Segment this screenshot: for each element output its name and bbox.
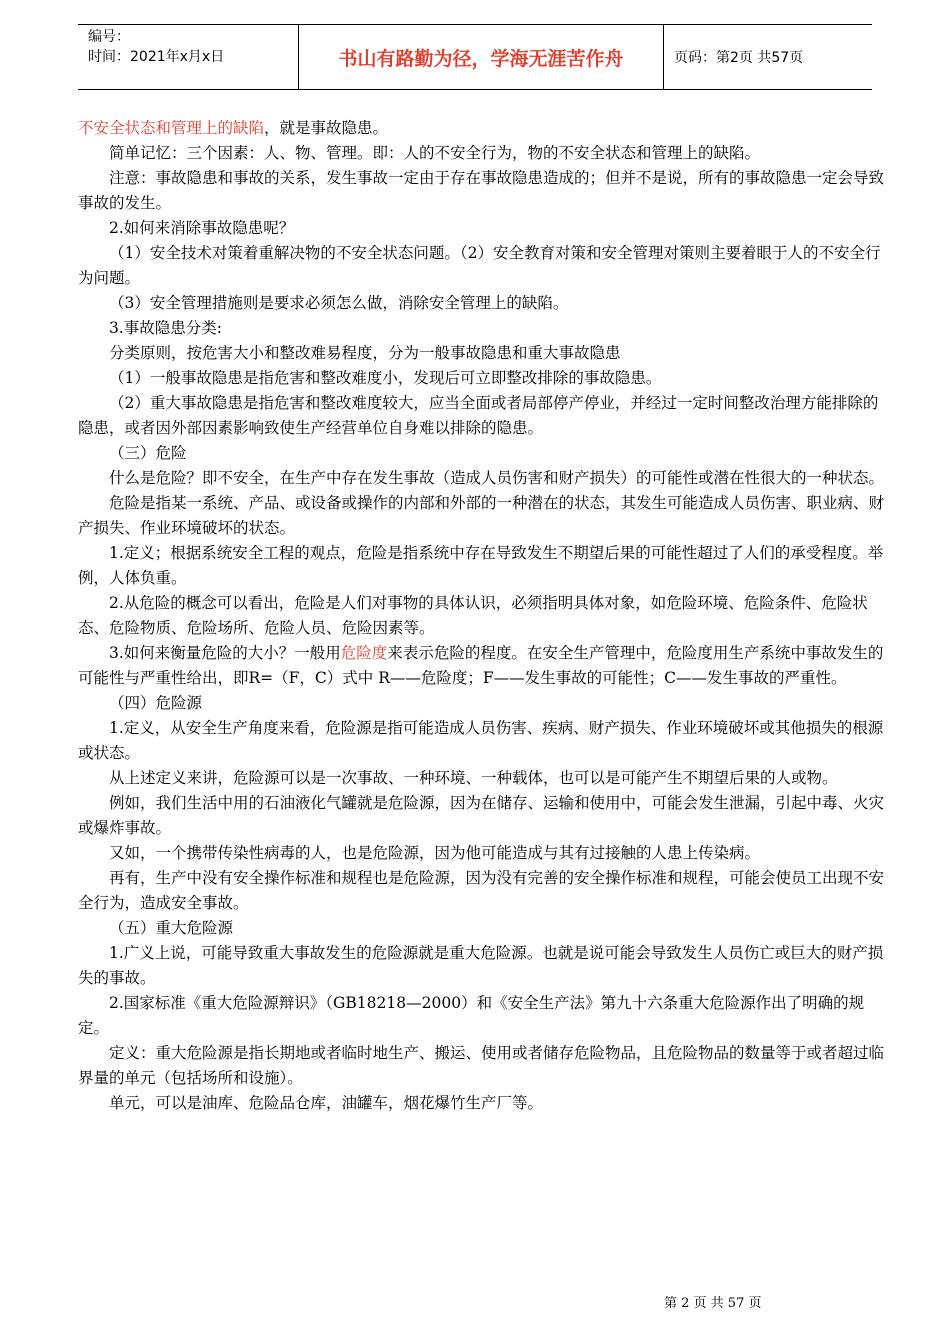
paragraph: 注意：事故隐患和事故的关系，发生事故一定由于存在事故隐患造成的；但并不是说，所有的事故隐患一定会导致事故的发生。 [78, 169, 885, 212]
highlighted-text: 不安全状态和管理上的缺陷 [78, 119, 265, 137]
paragraph: 又如，一个携带传染性病毒的人，也是危险源，因为他可能造成与其有过接触的人患上传染病。 [109, 844, 761, 862]
paragraph: 危险是指某一系统、产品、或设备或操作的内部和外部的一种潜在的状态，其发生可能造成人员伤害、职业病、财产损失、作业环境破坏的状态。 [78, 494, 885, 537]
paragraph: （1）安全技术对策着重解决物的不安全状态问题。（2）安全教育对策和安全管理对策则主要着眼于人的不安全行为问题。 [78, 244, 881, 287]
paragraph-text: ，就是事故隐患。 [264, 119, 389, 137]
paragraph [78, 116, 884, 141]
paragraph: 例如，我们生活中用的石油液化气罐就是危险源，因为在储存、运输和使用中，可能会发生泄漏，引起中毒、火灾或爆炸事故。 [78, 794, 885, 837]
page-header [78, 24, 872, 90]
paragraph: 定义：重大危险源是指长期地或者临时地生产、搬运、使用或者储存危险物品，且危险物品的数量等于或者超过临界量的单元（包括场所和设施）。 [78, 1044, 885, 1087]
highlighted-text: 危险度 [340, 644, 388, 662]
document-time: 时间：2021年x月x日 [88, 49, 225, 65]
paragraph: 分类原则，按危害大小和整改难易程度，分为一般事故隐患和重大事故隐患 [109, 344, 621, 362]
header-meta [78, 25, 299, 89]
section-heading: （三）危险 [109, 444, 187, 462]
paragraph: 2.从危险的概念可以看出，危险是人们对事物的具体认识，必须指明具体对象，如危险环境、危险条件、危险状态、危险物质、危险场所、危险人员、危险因素等。 [78, 594, 868, 637]
paragraph: 单元，可以是油库、危险品仓库，油罐车，烟花爆竹生产厂等。 [109, 1094, 544, 1112]
paragraph: 简单记忆：三个因素：人、物、管理。即：人的不安全行为，物的不安全状态和管理上的缺陷。 [109, 144, 761, 162]
paragraph: 从上述定义来讲，危险源可以是一次事故、一种环境、一种载体，也可以是可能产生不期望后果的人或物。 [109, 769, 838, 787]
paragraph: 3.事故隐患分类: [109, 319, 223, 337]
paragraph: 什么是危险？即不安全，在生产中存在发生事故（造成人员伤害和财产损失）的可能性或潜在性很大的一种状态。 [109, 469, 885, 487]
section-heading: （五）重大危险源 [109, 919, 234, 937]
paragraph: 1.定义；根据系统安全工程的观点，危险是指系统中存在导致发生不期望后果的可能性超过了人们的承受程度。举例，人体负重。 [78, 544, 884, 587]
paragraph: 2.如何来消除事故隐患呢？ [109, 219, 295, 237]
paragraph: （2）重大事故隐患是指危害和整改难度较大，应当全面或者局部停产停业，并经过一定时间整改治理方能排除的隐患，或者因外部因素影响致使生产经营单位自身难以排除的隐患。 [78, 394, 879, 437]
paragraph: 再有，生产中没有安全操作标准和规程也是危险源，因为没有完善的安全操作标准和规程，可能会使员工出现不安全行为，造成安全事故。 [78, 869, 885, 912]
paragraph: 1.广义上说，可能导致重大事故发生的危险源就是重大危险源。也就是说可能会导致发生人员伤亡或巨大的财产损失的事故。 [78, 944, 884, 987]
header-motto: 书山有路勤为径，学海无涯苦作舟 [299, 25, 664, 89]
document-body [78, 116, 884, 1116]
page-footer: 第 2 页 共 57 页 [664, 1296, 762, 1311]
document-number-label: 编号： [88, 29, 130, 45]
header-page-info: 页码：第2页 共57页 [674, 50, 804, 66]
section-heading: （四）危险源 [109, 694, 203, 712]
paragraph: （1）一般事故隐患是指危害和整改难度小，发现后可立即整改排除的事故隐患。 [109, 369, 662, 387]
paragraph: 2.国家标准《重大危险源辩识》（GB18218—2000）和《安全生产法》第九十六条重大危险源作出了明确的规定。 [78, 994, 865, 1037]
paragraph [78, 641, 884, 691]
paragraph-text: 来表示危险的程度。在安全生产管理中，危险度用生产系统中事故发生的可能性与严重性给出，即R=（F，C）式中 R——危险度；F——发生事故的可能性；C——发生事故的严重性。 [78, 644, 884, 687]
paragraph: 1.定义，从安全生产角度来看，危险源是指可能造成人员伤害、疾病、财产损失、作业环境破坏或其他损失的根源或状态。 [78, 719, 884, 762]
paragraph: （3）安全管理措施则是要求必须怎么做，消除安全管理上的缺陷。 [109, 294, 569, 312]
paragraph-text: 3.如何来衡量危险的大小？一般用 [109, 644, 341, 662]
